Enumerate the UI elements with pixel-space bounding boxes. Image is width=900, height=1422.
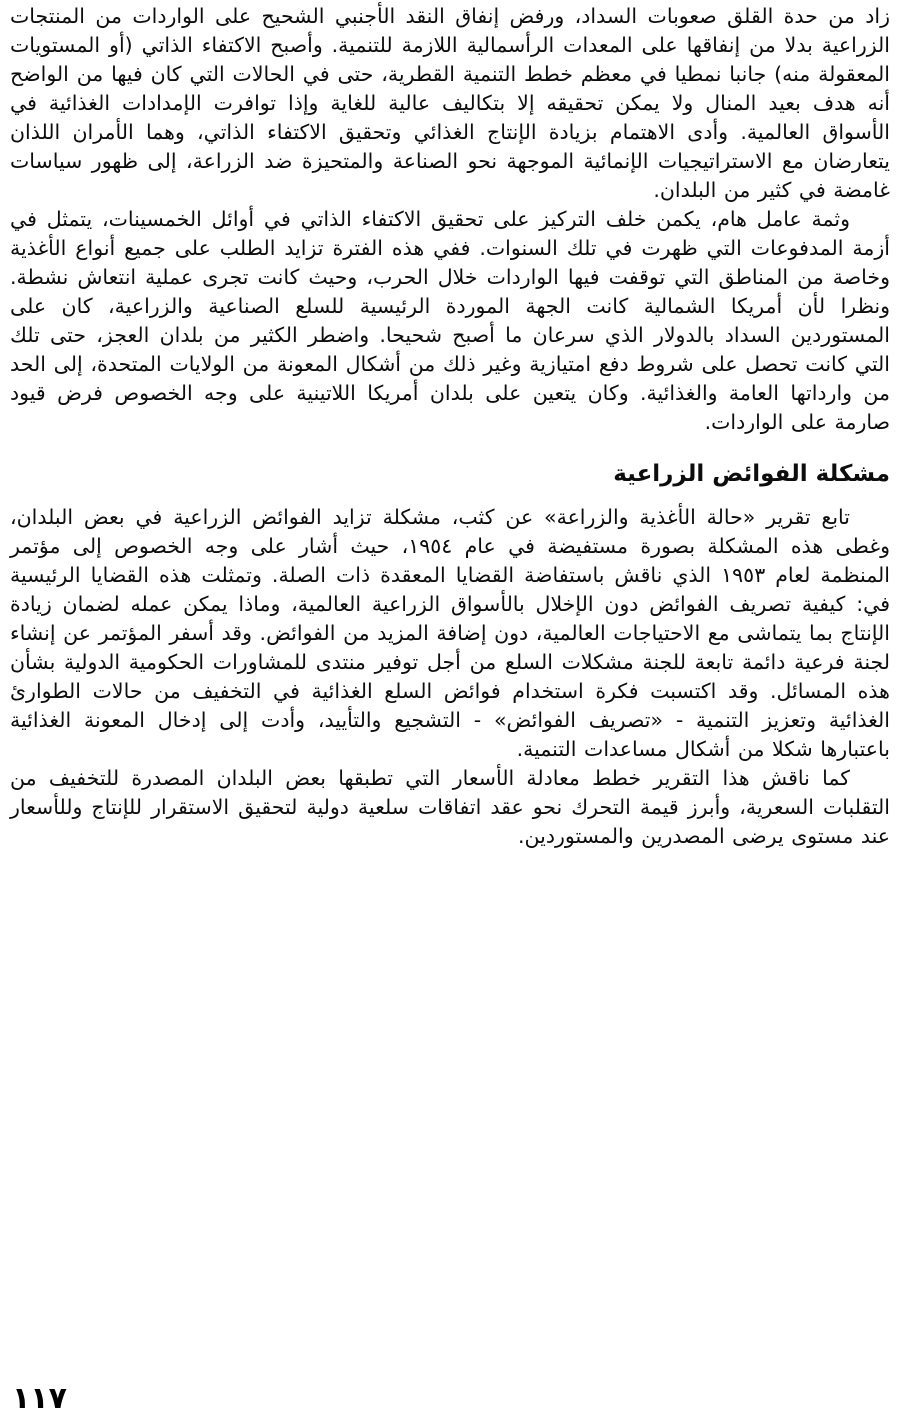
page-number: ١١٧: [12, 1381, 67, 1416]
body-paragraph-2: وثمة عامل هام، يكمن خلف التركيز على تحقيق الاكتفاء الذاتي في أوائل الخمسينات، يتمثل في أزمة المدفوعات التي ظهرت في تلك السنوات. ففي هذه الفترة تزايد الطلب على جميع أنواع الأغذية وخاصة من المناطق التي توقفت فيها الواردات خلال الحرب، وحيث كانت تجرى عملية انتعاش نشطة. ونظرا لأن أمريكا الشمالية كانت الجهة الموردة الرئيسية للسلع الصناعية والزراعية، كان على المستوردين السداد بالدولار الذي سرعان ما أصبح شحيحا. واضطر الكثير من بلدان العجز، حتى تلك التي كانت تحصل على شروط دفع امتيازية وغير ذلك من أشكال المعونة من الولايات المتحدة، إلى الحد من وارداتها العامة والغذائية. وكان يتعين على بلدان أمريكا اللاتينية على وجه الخصوص فرض قيود صارمة على الواردات.: [10, 207, 890, 434]
body-paragraph-1: زاد من حدة القلق صعوبات السداد، ورفض إنفاق النقد الأجنبي الشحيح على الواردات من المنتجات الزراعية بدلا من إنفاقها على المعدات الرأسمالية اللازمة للتنمية. وأصبح الاكتفاء الذاتي (أو المستويات المعقولة منه) جانبا نمطيا في معظم خطط التنمية القطرية، حتى في الحالات التي كان فيها من الواضح أنه هدف بعيد المنال ولا يمكن تحقيقه إلا بتكاليف عالية للغاية وإذا توافرت الإمدادات الغذائية في الأسواق العالمية. وأدى الاهتمام بزيادة الإنتاج الغذائي وتحقيق الاكتفاء الذاتي، وهما الأمران اللذان يتعارضان مع الاستراتيجيات الإنمائية الموجهة نحو الصناعة والمتحيزة ضد الزراعة، إلى ظهور سياسات غامضة في كثير من البلدان.: [10, 4, 890, 202]
body-paragraph-3: تابع تقرير «حالة الأغذية والزراعة» عن كثب، مشكلة تزايد الفوائض الزراعية في بعض البلدان، وغطى هذه المشكلة بصورة مستفيضة في عام ١٩٥٤، حيث أشار على وجه الخصوص إلى مؤتمر المنظمة لعام ١٩٥٣ الذي ناقش باستفاضة القضايا المعقدة ذات الصلة. وتمثلت هذه القضايا الرئيسية في: كيفية تصريف الفوائض دون الإخلال بالأسواق الزراعية العالمية، وماذا يمكن عمله لضمان زيادة الإنتاج بما يتماشى مع الاحتياجات العالمية، دون إضافة المزيد من الفوائض. وقد أسفر المؤتمر عن إنشاء لجنة فرعية دائمة تابعة للجنة مشكلات السلع من أجل توفير منتدى للمشاورات الحكومية الدولية بشأن هذه المسائل. وقد اكتسبت فكرة استخدام فوائض السلع الغذائية في التخفيف من حالات الطوارئ الغذائية وتعزيز التنمية - «تصريف الفوائض» - التشجيع والتأييد، وأدت إلى إدخال المعونة الغذائية باعتبارها شكلا من أشكال مساعدات التنمية.: [10, 504, 890, 761]
body-paragraph-4: كما ناقش هذا التقرير خطط معادلة الأسعار التي تطبقها بعض البلدان المصدرة للتخفيف من التقلبات السعرية، وأبرز قيمة التحرك نحو عقد اتفاقات سلعية دولية لتحقيق الاستقرار للإنتاج وللأسعار عند مستوى يرضى المصدرين والمستوردين.: [10, 765, 890, 848]
section-heading: مشكلة الفوائض الزراعية: [613, 461, 890, 487]
